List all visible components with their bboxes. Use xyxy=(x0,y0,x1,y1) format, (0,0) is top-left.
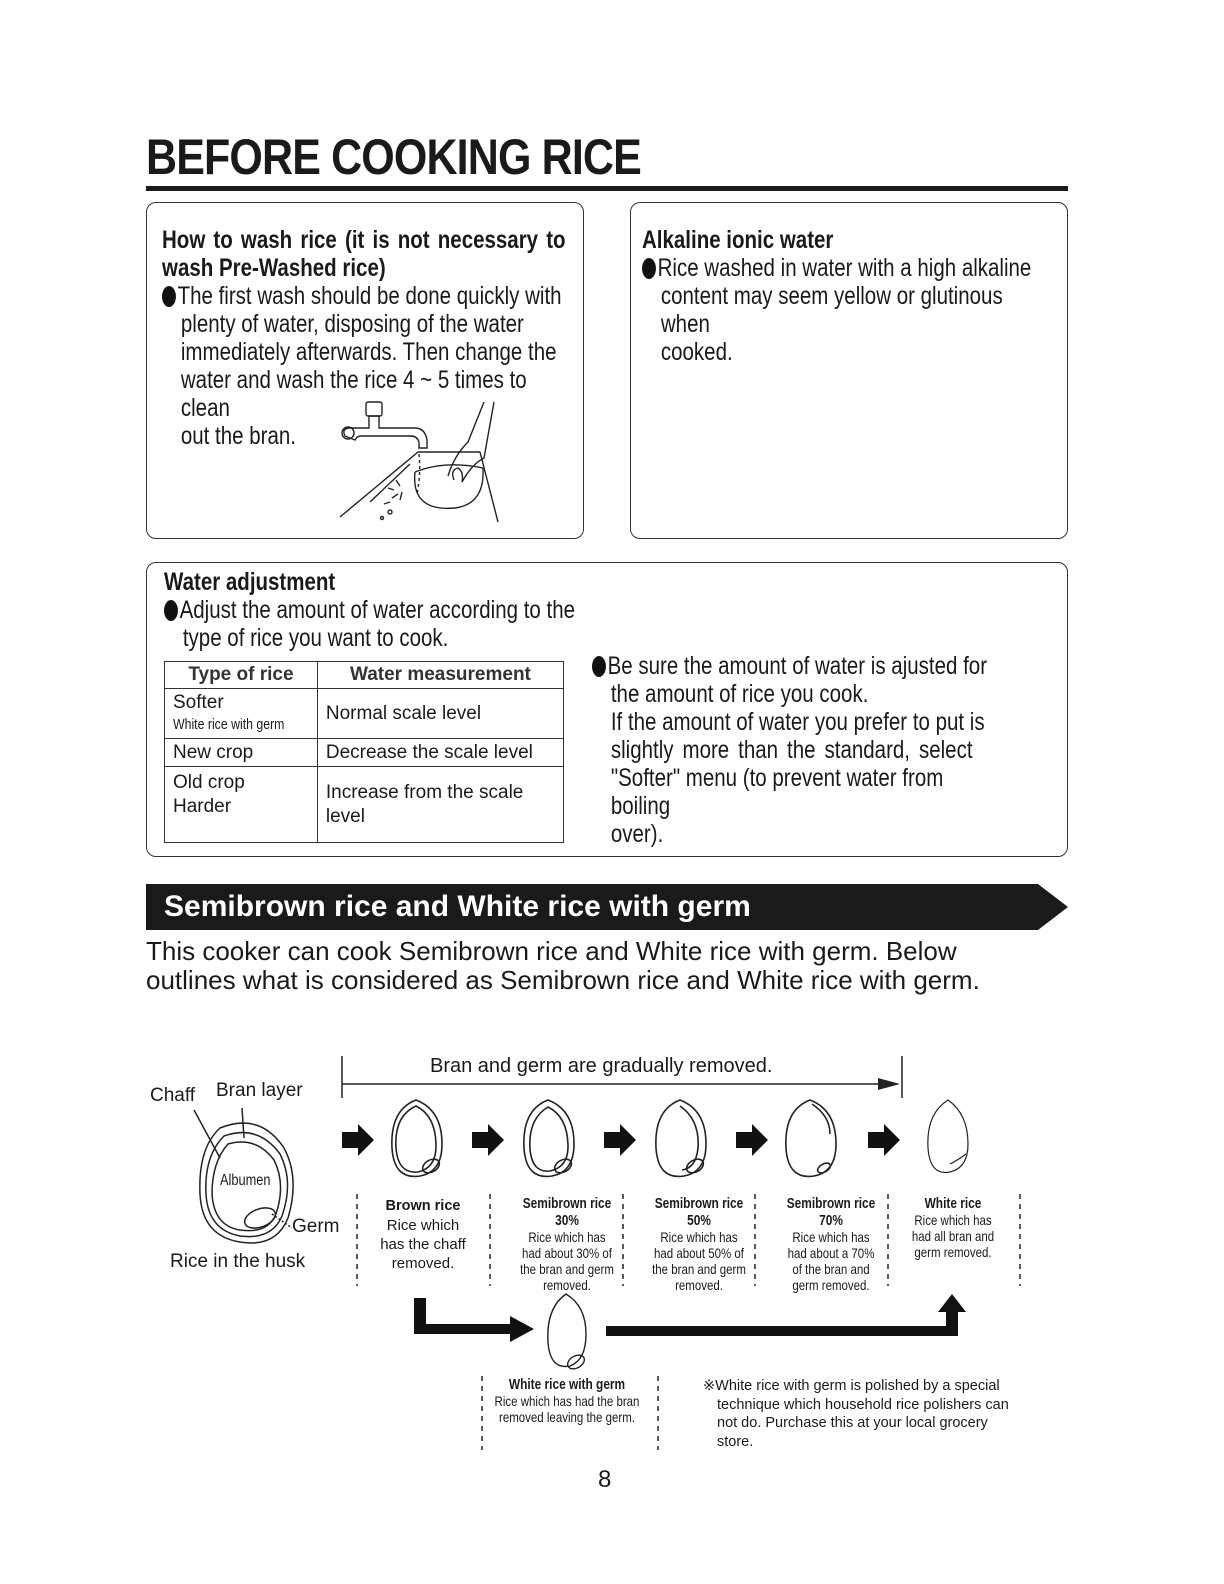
footnote-line: store. xyxy=(717,1433,754,1450)
stage-name: Semibrown rice xyxy=(786,1196,876,1212)
water-adjustment-text xyxy=(164,568,590,652)
bran-layer-label: Bran layer xyxy=(216,1080,303,1101)
top-arrow-label: Bran and germ are gradually removed. xyxy=(430,1055,773,1077)
stage-brown-rice xyxy=(362,1196,484,1273)
bullet-icon xyxy=(592,656,606,677)
stage-desc: removed. xyxy=(543,1277,591,1293)
table-cell-measurement: Increase from the scale xyxy=(325,781,524,803)
water-measurement-table xyxy=(164,661,564,843)
stage-desc: Rice which has had the bran xyxy=(494,1393,640,1409)
stage-desc: Rice which xyxy=(386,1217,460,1234)
footnote-line: not do. Purchase this at your local grocery xyxy=(717,1415,988,1431)
stage-semibrown-50 xyxy=(639,1195,759,1293)
water-text-line-2: type of rice you want to cook. xyxy=(182,624,449,652)
intro-line-1: This cooker can cook Semibrown rice and White rice with germ. Below xyxy=(146,936,957,966)
stage-desc: had about 50% of xyxy=(653,1245,744,1261)
albumen-label: Albumen xyxy=(220,1172,271,1189)
alkaline-text-line-2: content may seem yellow or glutinous when xyxy=(660,282,1003,338)
alkaline-text-line-1: Rice washed in water with a high alkaline xyxy=(657,254,1032,282)
wash-text-line-4: water and wash the rice 4 ~ 5 times to clean xyxy=(180,366,527,422)
arrow-right-icon xyxy=(472,1124,504,1156)
water-heading: Water adjustment xyxy=(164,568,336,596)
table-cell-measurement-2: level xyxy=(325,805,365,827)
table-row xyxy=(165,689,564,739)
stage-semibrown-30 xyxy=(507,1195,627,1293)
water-note-line-5: "Softer" menu (to prevent water from boiling xyxy=(610,764,944,820)
water-text-line-1: Adjust the amount of water according to the xyxy=(179,596,576,624)
rice-in-husk-label: Rice in the husk xyxy=(170,1251,306,1272)
page-title: BEFORE COOKING RICE xyxy=(146,129,641,185)
arrow-right-icon xyxy=(736,1124,768,1156)
stage-name: Brown rice xyxy=(385,1198,461,1214)
stage-desc: germ removed. xyxy=(792,1277,870,1293)
table-cell-measurement: Normal scale level xyxy=(317,689,563,739)
stage-percent: 30% xyxy=(555,1213,579,1229)
intro-line-2: outlines what is considered as Semibrown rice and White rice with germ. xyxy=(146,965,980,995)
wash-text-line-1: The first wash should be done quickly with xyxy=(177,282,562,310)
stage-desc: had about 30% of xyxy=(521,1245,612,1261)
water-note-line-3: If the amount of water you prefer to put is xyxy=(610,708,985,736)
wash-text-line-5: out the bran. xyxy=(180,422,296,450)
stage-desc: the bran and germ xyxy=(520,1261,614,1277)
table-row xyxy=(165,739,564,767)
stage-name: Semibrown rice xyxy=(654,1196,744,1212)
stage-desc: germ removed. xyxy=(914,1244,992,1260)
bullet-icon xyxy=(164,600,178,621)
water-note-line-1: Be sure the amount of water is ajusted for xyxy=(607,652,988,680)
stage-desc: Rice which has xyxy=(660,1229,738,1245)
alkaline-text xyxy=(642,226,1052,366)
footnote-line: technique which household rice polishers can xyxy=(717,1396,1009,1413)
table-cell-type-2: Harder xyxy=(173,796,232,817)
alkaline-heading: Alkaline ionic water xyxy=(642,226,834,254)
title-rule xyxy=(146,186,1068,191)
stage-desc: Rice which has xyxy=(914,1212,992,1228)
table-header-measurement: Water measurement xyxy=(317,662,563,689)
stage-name: White rice xyxy=(924,1196,982,1212)
stage-white-rice xyxy=(901,1195,1004,1260)
wash-heading-line-2: wash Pre-Washed rice) xyxy=(162,254,386,282)
wash-text-line-2: plenty of water, disposing of the water xyxy=(180,310,524,338)
stage-desc: of the bran and xyxy=(792,1261,870,1277)
table-cell-type: Old crop xyxy=(173,772,245,793)
semibrown-intro xyxy=(146,937,1068,995)
table-cell-type: Softer xyxy=(173,691,224,713)
arrow-right-icon xyxy=(510,1316,534,1342)
table-header-row xyxy=(165,662,564,689)
wash-heading-line-1: How to wash rice (it is not necessary to xyxy=(162,226,566,254)
washing-rice-illustration xyxy=(330,392,520,532)
table-row xyxy=(165,767,564,843)
water-note-text xyxy=(592,652,1002,848)
wash-text-line-3: immediately afterwards. Then change the xyxy=(180,338,557,366)
stage-name: Semibrown rice xyxy=(522,1196,612,1212)
germ-rice-footnote xyxy=(703,1377,1033,1451)
arrow-right-icon xyxy=(868,1124,900,1156)
stage-desc: Rice which has xyxy=(528,1229,606,1245)
chaff-label: Chaff xyxy=(150,1085,196,1106)
section-banner-title: Semibrown rice and White rice with germ xyxy=(164,890,751,923)
stage-desc: has the chaff xyxy=(380,1236,466,1253)
bullet-icon xyxy=(162,286,176,307)
stage-semibrown-70 xyxy=(771,1195,891,1293)
stage-desc: had all bran and xyxy=(911,1228,995,1244)
germ-label: Germ xyxy=(292,1216,340,1237)
water-note-line-2: the amount of rice you cook. xyxy=(610,680,869,708)
stage-desc: the bran and germ xyxy=(652,1261,746,1277)
stage-desc: removed. xyxy=(391,1255,455,1272)
stage-desc: removed. xyxy=(675,1277,723,1293)
stage-percent: 50% xyxy=(687,1213,711,1229)
stage-desc: had about a 70% xyxy=(787,1245,875,1261)
table-cell-type-sub: White rice with germ xyxy=(173,715,285,733)
white-rice-with-germ-desc xyxy=(494,1376,640,1425)
stage-name: White rice with germ xyxy=(508,1377,626,1393)
alkaline-text-line-3: cooked. xyxy=(660,338,733,366)
table-header-type: Type of rice xyxy=(165,662,318,689)
stage-desc: Rice which has xyxy=(792,1229,870,1245)
arrow-up-icon xyxy=(938,1294,966,1312)
table-cell-type: New crop xyxy=(165,739,318,767)
arrow-right-icon xyxy=(604,1124,636,1156)
water-note-line-6: over). xyxy=(610,820,664,848)
table-cell-measurement: Decrease the scale level xyxy=(317,739,563,767)
arrow-right-icon xyxy=(342,1124,374,1156)
water-note-line-4: slightly more than the standard, select xyxy=(610,736,973,764)
stage-progression xyxy=(336,1094,996,1184)
footnote-line: ※White rice with germ is polished by a special xyxy=(703,1378,1000,1394)
bullet-icon xyxy=(642,258,656,279)
page-number: 8 xyxy=(598,1466,612,1493)
stage-desc: removed leaving the germ. xyxy=(499,1409,635,1425)
germ-rice-path xyxy=(410,1290,970,1376)
stage-percent: 70% xyxy=(819,1213,843,1229)
